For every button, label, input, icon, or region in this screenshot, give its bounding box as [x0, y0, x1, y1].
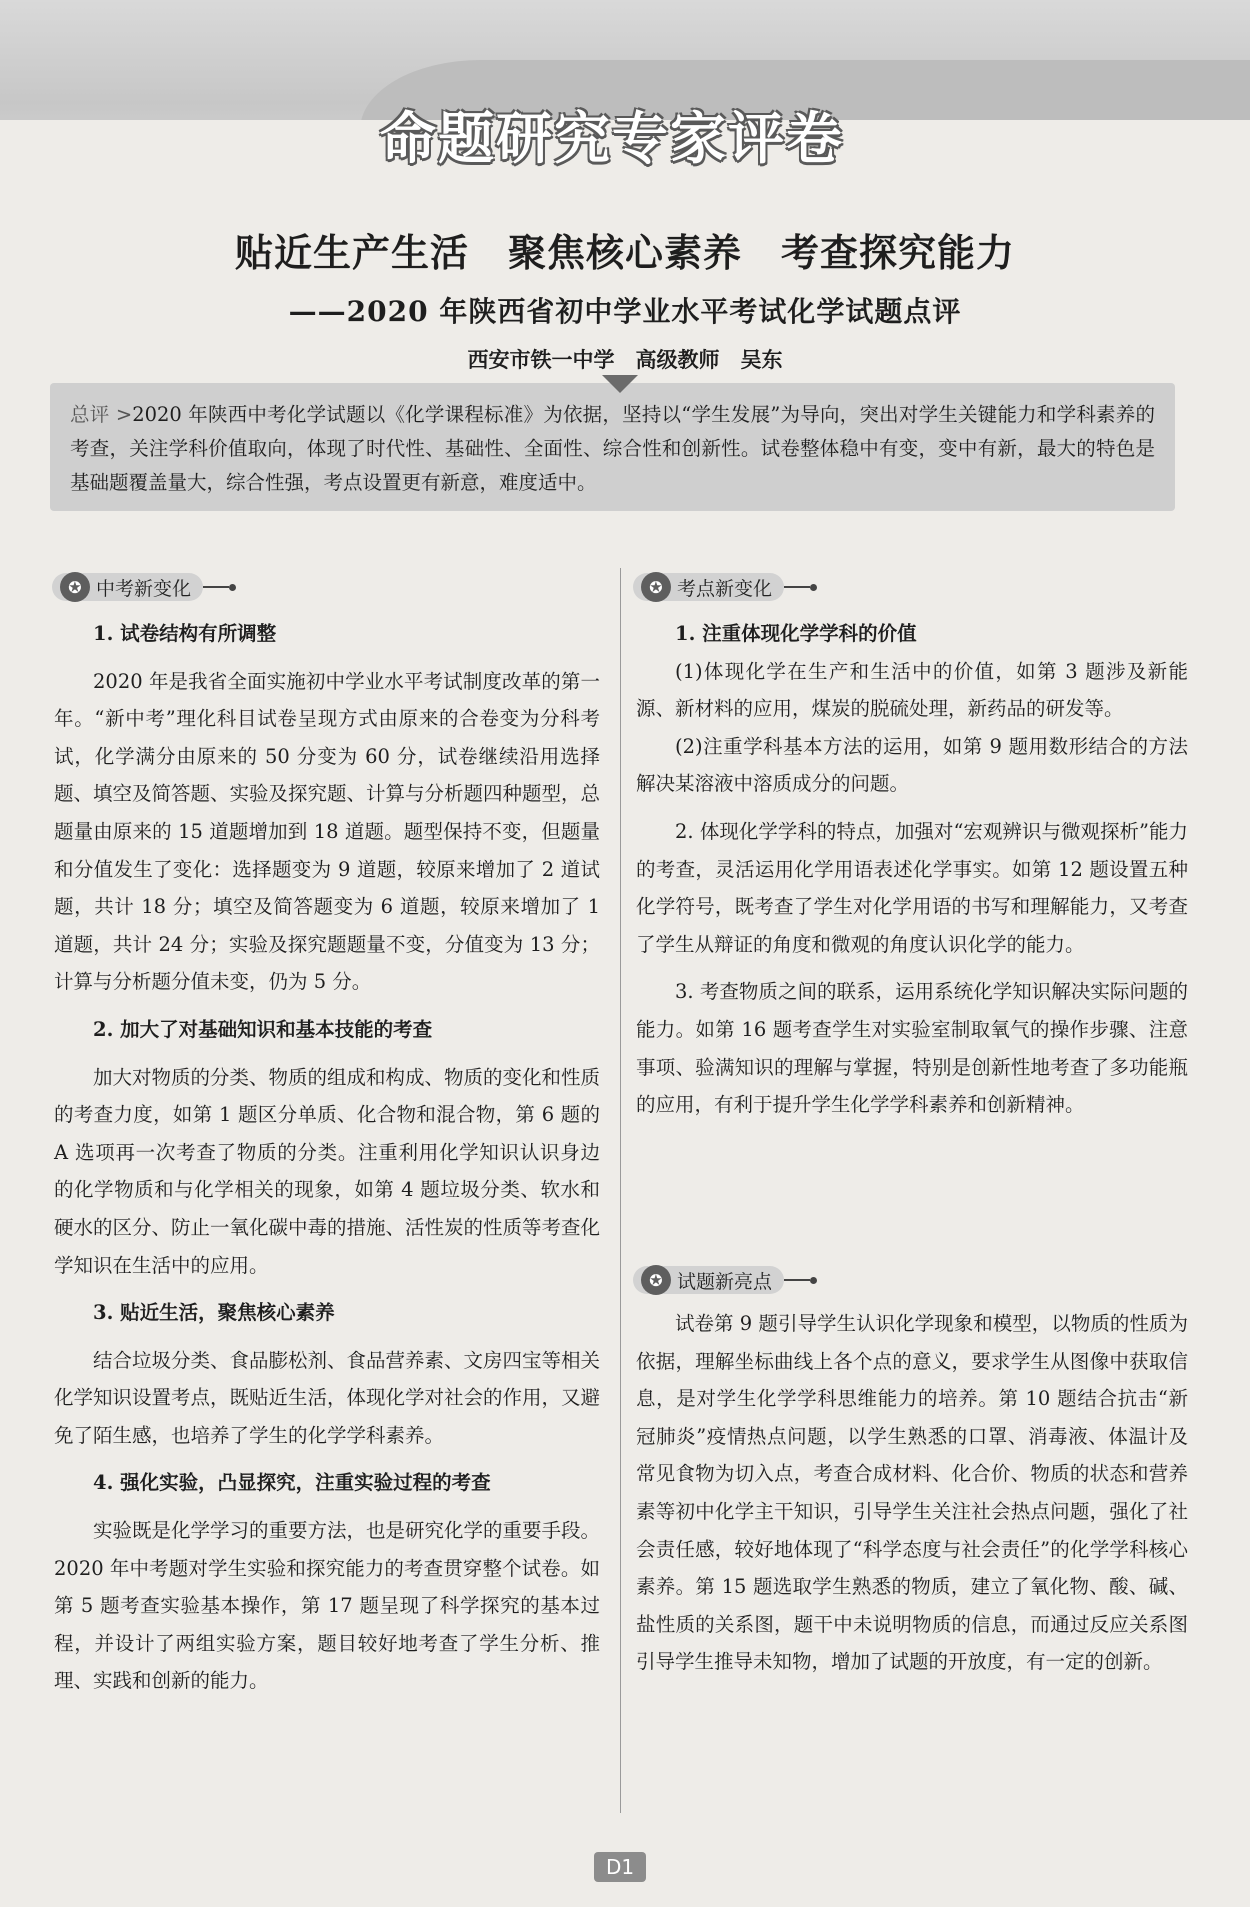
header-banner: [0, 0, 1250, 172]
left-column: [54, 615, 600, 1700]
right-column-top: [636, 615, 1188, 1124]
star-badge-icon: ✪: [60, 572, 90, 602]
header-rule: [784, 1279, 810, 1281]
banner-title: 命题研究专家评卷: [380, 107, 844, 172]
paragraph: 试卷第 9 题引导学生认识化学现象和模型，以物质的性质为依据，理解坐标曲线上各个点的意义，要求学生从图像中获取信息，是对学生化学学科思维能力的培养。第 10 题结合抗击“新冠肺炎”疫情热点问题，以学生熟悉的口罩、消毒液、体温计及常见食物为切入点，考查合成材料、化合价、物质的状态和营养素等初中化学主干知识，引导学生关注社会热点问题，强化了社会责任感，较好地体现了“科学态度与社会责任”的化学学科核心素养。第 15 题选取学生熟悉的物质，建立了氧化物、酸、碱、盐性质的关系图，题干中未说明物质的信息，而通过反应关系图引导学生推导未知物，增加了试题的开放度，有一定的创新。: [636, 1312, 1188, 1674]
page-number: D1: [594, 1852, 646, 1882]
section-title: 考点新变化: [677, 577, 773, 600]
column-divider: [620, 568, 621, 1813]
header-dot: [229, 584, 236, 591]
section-heading: 1. 注重体现化学学科的价值: [675, 622, 917, 645]
header-dot: [810, 584, 817, 591]
section-heading: 2. 加大了对基础知识和基本技能的考查: [93, 1017, 433, 1041]
section-title: 试题新亮点: [677, 1270, 773, 1293]
paragraph: (1)体现化学在生产和生活中的价值，如第 3 题涉及新能源、新材料的应用，煤炭的脱硫处理，新药品的研发等。: [636, 659, 1188, 721]
section-header-exam-changes: [52, 571, 236, 603]
article-title: 贴近生产生活 聚焦核心素养 考查探究能力: [234, 231, 1015, 275]
section-heading: 4. 强化实验，凸显探究，注重实验过程的考查: [93, 1471, 491, 1495]
paragraph: 加大对物质的分类、物质的组成和构成、物质的变化和性质的考查力度，如第 1 题区分单质、化合物和混合物，第 6 题的 A 选项再一次考查了物质的分类。注重利用化学知识认识身边的化学物质和与化学相关的现象，如第 4 题垃圾分类、软水和硬水的区分、防止一氧化碳中毒的措施、活性炭的性质等考查化学知识在生活中的应用。: [54, 1065, 601, 1277]
star-badge-icon: ✪: [641, 1265, 671, 1295]
header-rule: [784, 586, 810, 588]
paragraph: 2020 年是我省全面实施初中学业水平考试制度改革的第一年。“新中考”理化科目试卷呈现方式由原来的合卷变为分科考试，化学满分由原来的 50 分变为 60 分，试卷继续沿用选择题、填空及简答题、实验及探究题、计算与分析题四种题型，总题量由原来的 15 道题增加到 18 道题。题型保持不变，但题量和分值发生了变化：选择题变为 9 道题，较原来增加了 2 道试题，共计 18 分；填空及简答题变为 6 道题，较原来增加了 1 道题，共计 24 分；实验及探究题题量不变，分值变为 13 分；计算与分析题分值未变，仍为 5 分。: [54, 669, 601, 994]
author-line: 西安市铁一中学 高级教师 吴东: [467, 347, 783, 372]
header-dot: [810, 1277, 817, 1284]
section-header-highlights: [633, 1264, 817, 1296]
star-badge-icon: ✪: [641, 572, 671, 602]
section-heading: 3. 贴近生活，聚焦核心素养: [93, 1301, 335, 1325]
paragraph: 3. 考查物质之间的联系，运用系统化学知识解决实际问题的能力。如第 16 题考查学生对实验室制取氧气的操作步骤、注意事项、验满知识的理解与掌握，特别是创新性地考查了多功能瓶的应用，有利于提升学生化学学科素养和创新精神。: [636, 980, 1188, 1117]
section-header-topic-changes: [633, 571, 817, 603]
section-title: 中考新变化: [96, 577, 192, 600]
summary-tag: 总评 >: [70, 403, 133, 426]
paragraph: 2. 体现化学学科的特点，加强对“宏观辨识与微观探析”能力的考查，灵活运用化学用语表述化学事实。如第 12 题设置五种化学符号，既考查了学生对化学用语的书写和理解能力，又考查了学生从辩证的角度和微观的角度认识化学的能力。: [636, 819, 1188, 956]
paragraph: 结合垃圾分类、食品膨松剂、食品营养素、文房四宝等相关化学知识设置考点，既贴近生活，体现化学对社会的作用，又避免了陌生感，也培养了学生的化学学科素养。: [54, 1348, 601, 1447]
paragraph: (2)注重学科基本方法的运用，如第 9 题用数形结合的方法解决某溶液中溶质成分的问题。: [636, 734, 1188, 796]
paragraph: 实验既是化学学习的重要方法，也是研究化学的重要手段。2020 年中考题对学生实验和探究能力的考查贯穿整个试卷。如第 5 题考查实验基本操作，第 17 题呈现了科学探究的基本过程，并设计了两组实验方案，题目较好地考查了学生分析、推理、实践和创新的能力。: [54, 1519, 601, 1693]
article-subtitle: ——2020 年陕西省初中学业水平考试化学试题点评: [288, 295, 962, 328]
right-column-bottom: [636, 1305, 1188, 1681]
summary-notch-icon: [602, 375, 638, 393]
header-rule: [203, 586, 229, 588]
summary-body: 2020 年陕西中考化学试题以《化学课程标准》为依据，坚持以“学生发展”为导向，突出对学生关键能力和学科素养的考查，关注学科价值取向，体现了时代性、基础性、全面性、综合性和创新性。试卷整体稳中有变，变中有新，最大的特色是基础题覆盖量大，综合性强，考点设置更有新意，难度适中。: [70, 403, 1155, 494]
section-heading: 1. 试卷结构有所调整: [93, 622, 277, 645]
summary-text-block: [70, 398, 1155, 500]
